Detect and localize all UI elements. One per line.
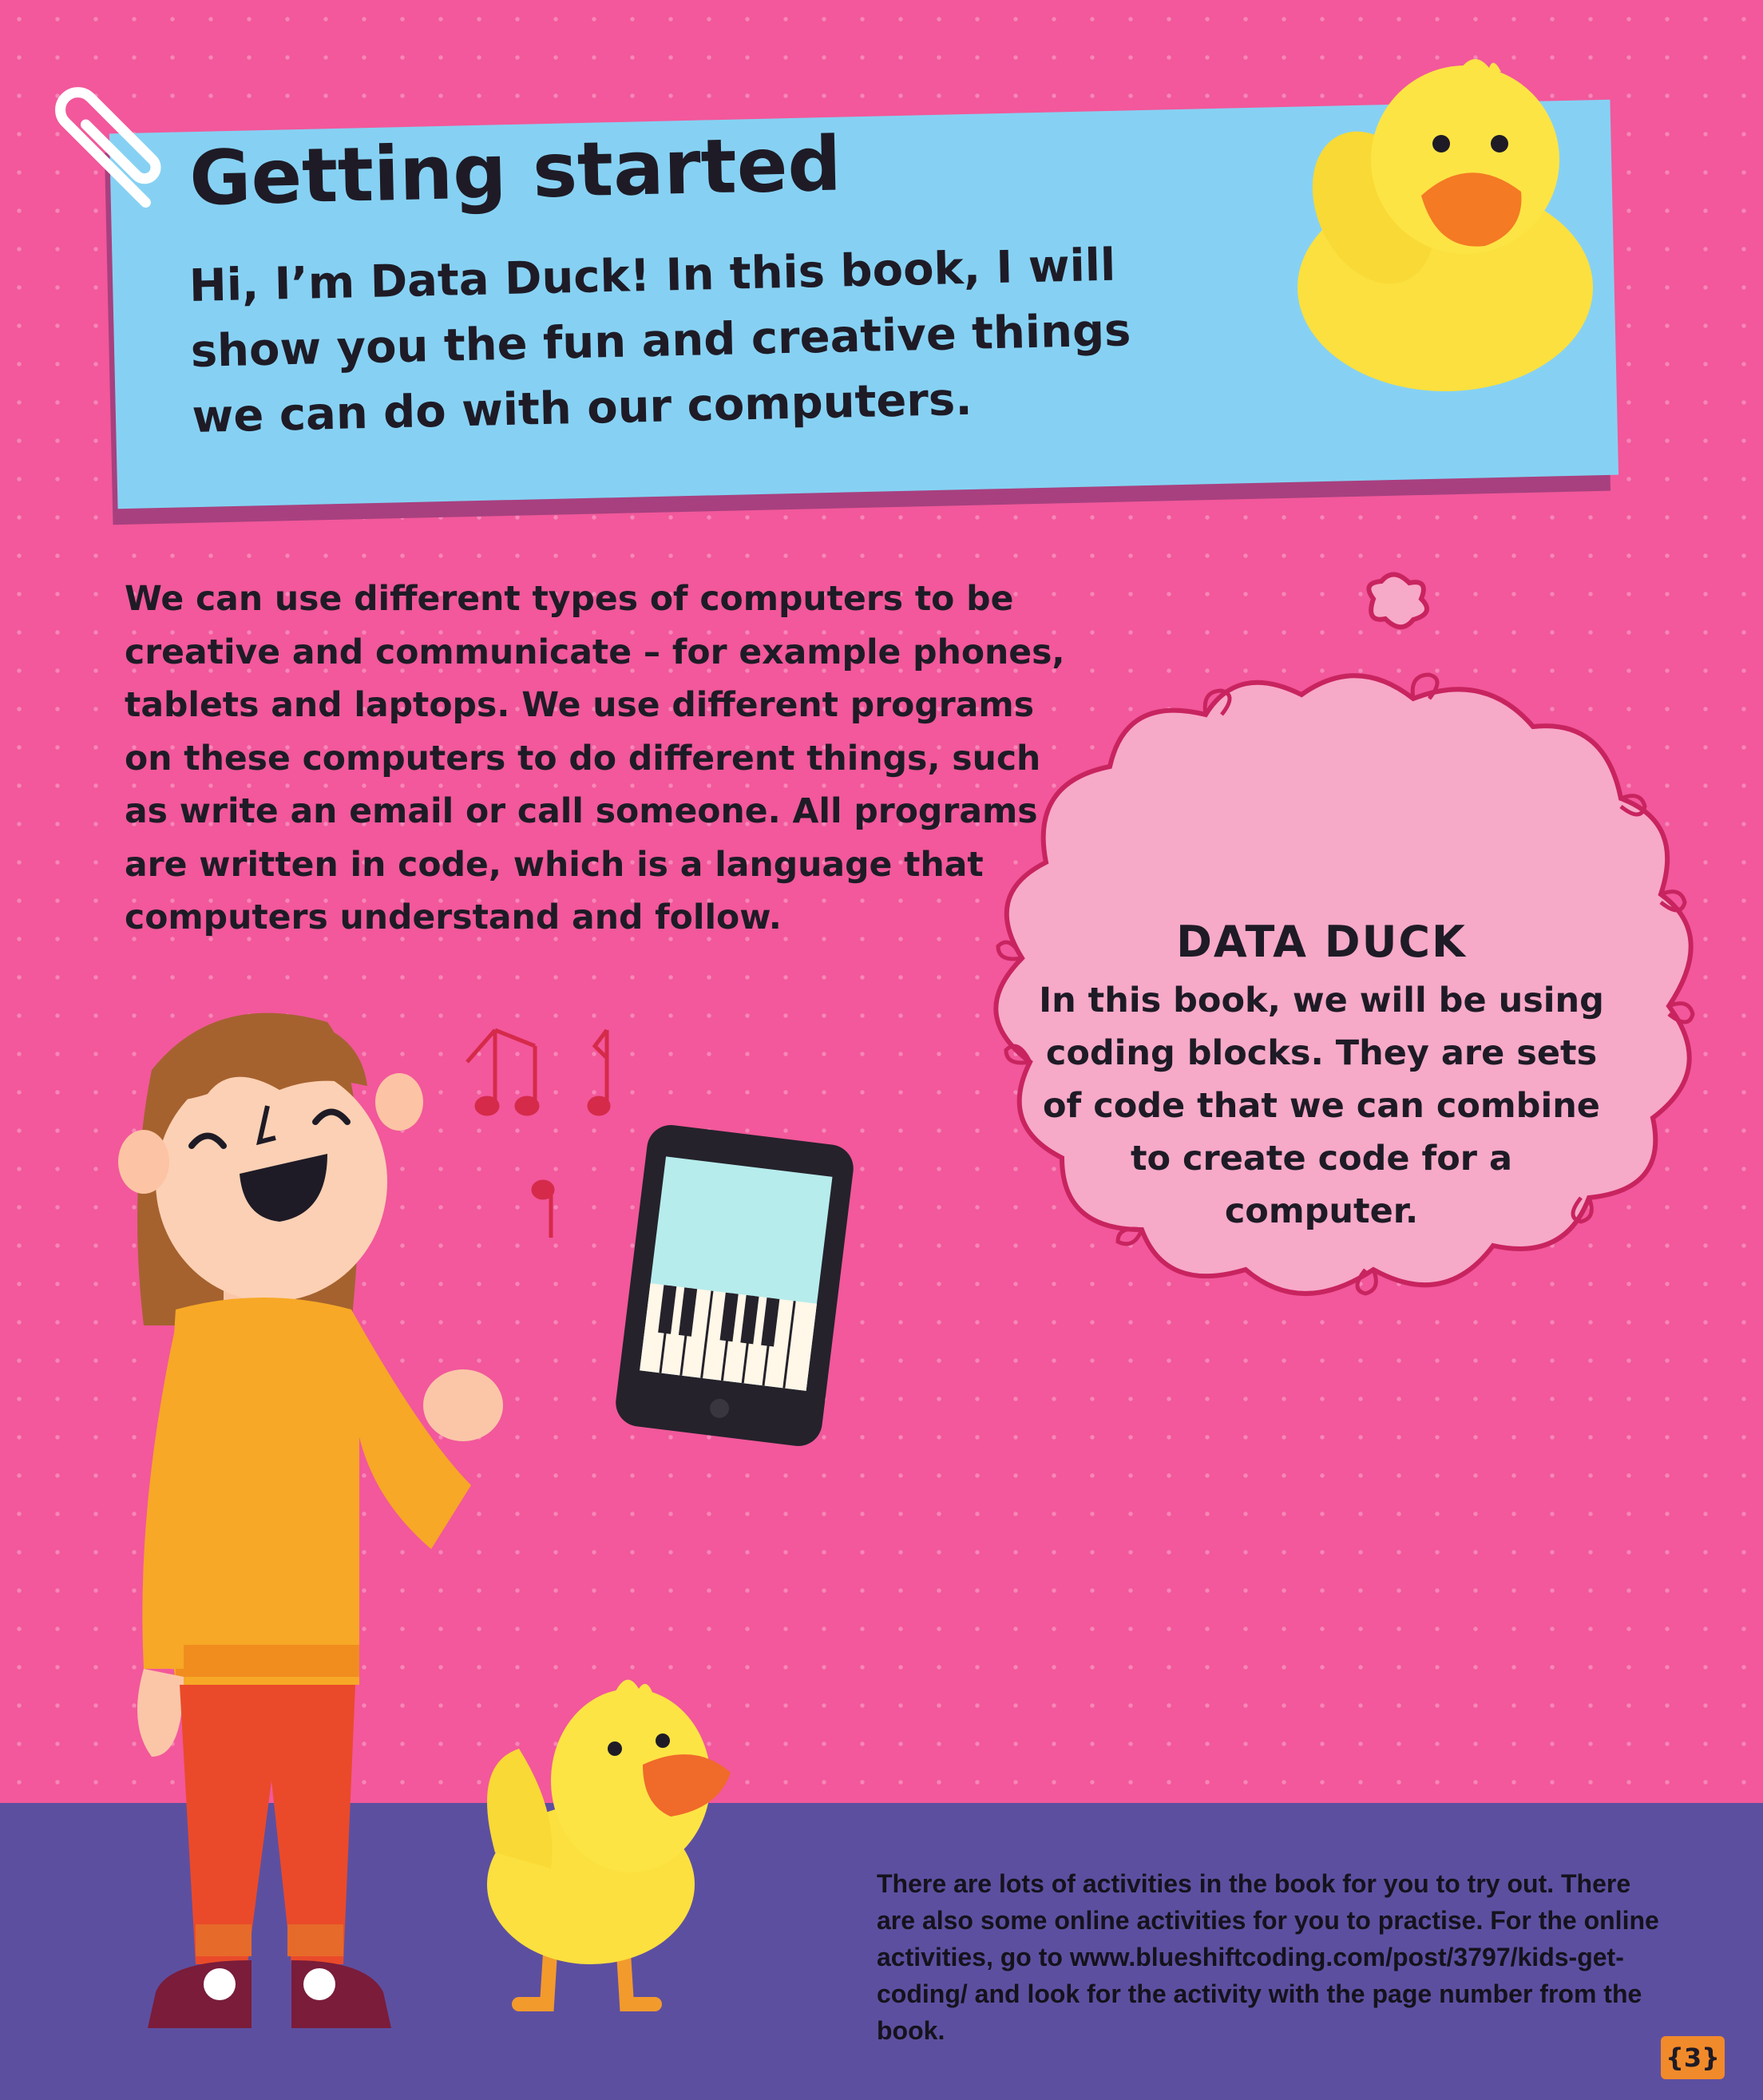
cloud-text-block	[1030, 910, 1613, 1238]
cloud-title: DATA DUCK	[1176, 917, 1467, 967]
footer-note: There are lots of activities in the book for you to try out. There are also some online activities for you to practise. For the online activities, go to www.blueshiftcoding.com/post/3797/kids-get-coding/ and look for the activity with the page number from the book.	[877, 1869, 1659, 2045]
intro-text: Hi, I’m Data Duck! In this book, I will show you the fun and creative things we can do with our computers.	[188, 239, 1132, 443]
duck-icon	[1286, 32, 1621, 399]
paperclip-icon	[32, 64, 192, 224]
body-paragraph: We can use different types of computers to be creative and communicate – for example phones, tablets and laptops. We use different programs on these computers to do different things, such as write an email or call someone. All programs are written in code, which is a language that computers understand and follow.	[125, 580, 1065, 937]
duck-icon	[463, 1653, 751, 2036]
cloud-body: In this book, we will be using coding blocks. They are sets of code that we can combine to create code for a computer.	[1039, 981, 1604, 1231]
girl-illustration	[88, 990, 519, 2044]
page-title: Getting started	[188, 121, 842, 223]
page-number-badge: {3}	[1661, 2036, 1725, 2079]
tablet-icon	[607, 1118, 862, 1453]
